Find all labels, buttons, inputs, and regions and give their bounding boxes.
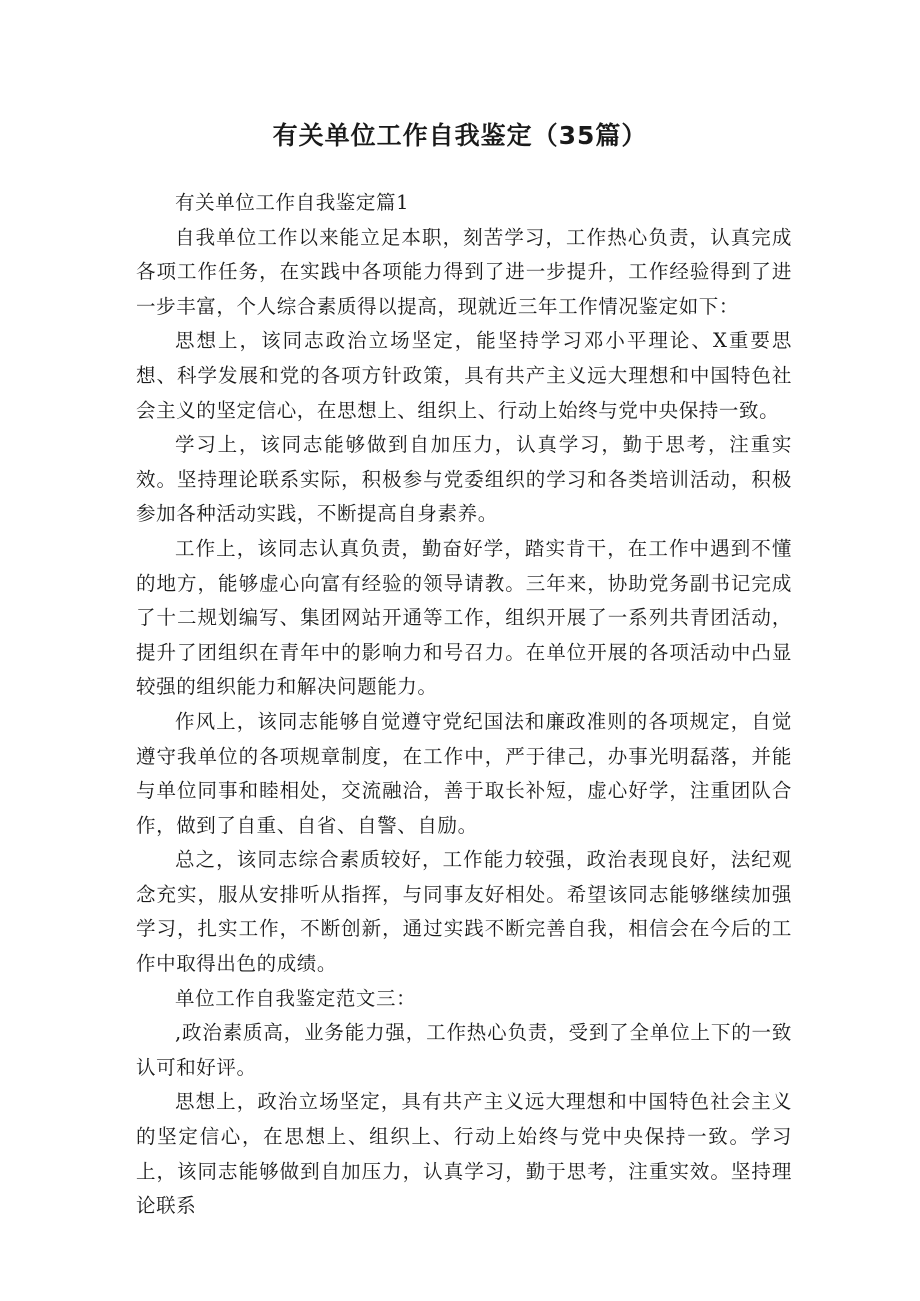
paragraph: 学习上，该同志能够做到自加压力，认真学习，勤于思考，注重实效。坚持理论联系实际，积极参与党委组织的学习和各类培训活动，积极参加各种活动实践，不断提高自身素养。 xyxy=(136,433,792,526)
document-body xyxy=(136,186,792,1224)
paragraph: ,政治素质高，业务能力强，工作热心负责，受到了全单位上下的一致认可和好评。 xyxy=(136,1021,792,1079)
paragraph: 总之，该同志综合素质较好，工作能力较强，政治表现良好，法纪观念充实，服从安排听从指挥，与同事友好相处。希望该同志能够继续加强学习，扎实工作，不断创新，通过实践不断完善自我，相信会在今后的工作中取得出色的成绩。 xyxy=(136,848,792,976)
paragraph: 工作上，该同志认真负责，勤奋好学，踏实肯干，在工作中遇到不懂的地方，能够虚心向富有经验的领导请教。三年来，协助党务副书记完成了十二规划编写、集团网站开通等工作，组织开展了一系列共青团活动，提升了团组织在青年中的影响力和号召力。在单位开展的各项活动中凸显较强的组织能力和解决问题能力。 xyxy=(136,536,792,699)
paragraph: 思想上，该同志政治立场坚定，能坚持学习邓小平理论、X重要思想、科学发展和党的各项方针政策，具有共产主义远大理想和中国特色社会主义的坚定信心，在思想上、组织上、行动上始终与党中央保持一致。 xyxy=(136,329,792,422)
paragraph: 思想上，政治立场坚定，具有共产主义远大理想和中国特色社会主义的坚定信心，在思想上、组织上、行动上始终与党中央保持一致。学习上，该同志能够做到自加压力，认真学习，勤于思考，注重实效。坚持理论联系 xyxy=(136,1090,792,1218)
document-title: 有关单位工作自我鉴定（35篇） xyxy=(272,121,648,150)
section-heading: 单位工作自我鉴定范文三： xyxy=(175,986,417,1010)
paragraph: 自我单位工作以来能立足本职，刻苦学习，工作热心负责，认真完成各项工作任务，在实践中各项能力得到了进一步提升，工作经验得到了进一步丰富，个人综合素质得以提高，现就近三年工作情况鉴定如下： xyxy=(136,225,792,318)
paragraph: 作风上，该同志能够自觉遵守党纪国法和廉政准则的各项规定，自觉遵守我单位的各项规章制度，在工作中，严于律己，办事光明磊落，并能与单位同事和睦相处，交流融洽，善于取长补短，虚心好学，注重团队合作，做到了自重、自省、自警、自励。 xyxy=(136,709,792,837)
section-heading: 有关单位工作自我鉴定篇1 xyxy=(175,191,410,214)
